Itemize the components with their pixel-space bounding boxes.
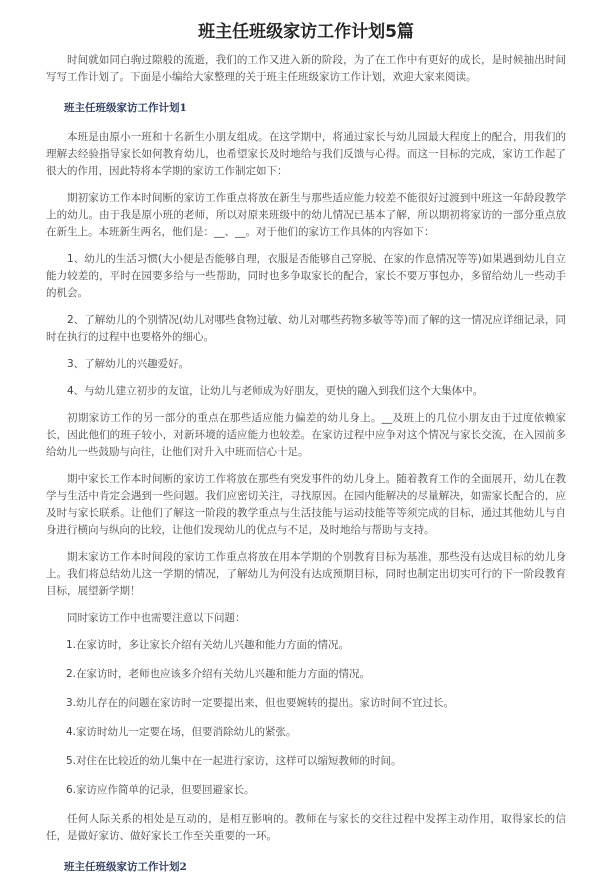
list-item: 1.在家访时，多让家长介绍有关幼儿兴趣和能力方面的情况。 (66, 639, 350, 651)
section-heading-2: 班主任班级家访工作计划2 (64, 861, 187, 873)
paragraph: 初期家访工作的另一部分的重点在那些适应能力偏差的幼儿身上。__及班上的几位小朋友由于过度依赖家长，因此他们的班子较小，对新环境的适应能力也较差。在家访过程中应争对这个情况与家长交流，在入园前多给幼儿一些鼓励与向往，让他们对升入中班而信心十足。 (46, 412, 566, 458)
paragraph: 2、了解幼儿的个别情况(幼儿对哪些食物过敏、幼儿对哪些药物多敏等等)而了解的这一情况应详细记录，同时在执行的过程中也要格外的细心。 (46, 314, 566, 343)
section-heading-1: 班主任班级家访工作计划1 (64, 102, 187, 114)
list-item: 6.家访应作简单的记录，但要回避家长。 (66, 784, 255, 796)
paragraph: 本班是由原小一班和十名新生小朋友组成。在这学期中，将通过家长与幼儿园最大程度上的配合，用我们的理解去经验指导家长如何教育幼儿，也希望家长及时地给与我们反馈与心得。而这一目标的完成，家访工作起了很大的作用，因此特将本学期的家访工作制定如下： (46, 131, 566, 177)
paragraph: 4、与幼儿建立初步的友谊，让幼儿与老师成为好朋友，更快的融入到我们这个大集体中。 (67, 385, 484, 397)
list-item: 2.在家访时，老师也应该多介绍有关幼儿兴趣和能力方面的情况。 (66, 668, 371, 680)
document-title: 班主任班级家访工作计划5篇 (198, 22, 414, 42)
paragraph: 1、幼儿的生活习惯(大小便是否能够自理，衣服是否能够自己穿脱、在家的作息情况等等)如果遇到幼儿自立能力较差的，平时在园要多给与一些帮助，同时也多争取家长的配合，家长不要万事包办，多留给幼儿一些动手的机会。 (46, 253, 566, 299)
closing-paragraph: 任何人际关系的相处是互动的，是相互影响的。教师在与家长的交往过程中发挥主动作用，取得家长的信任，是做好家访、做好家长工作至关重要的一环。 (46, 813, 566, 842)
paragraph: 同时家访工作中也需要注意以下问题： (67, 612, 246, 624)
paragraph: 期中家长工作本时间断的家访工作将放在那些有突发事件的幼儿身上。随着教育工作的全面展开，幼儿在教学与生活中肯定会遇到一些问题。我们应密切关注，寻找原因。在园内能解决的尽量解决，如需家长配合的，应及时与家长联系。让他们了解这一阶段的教学重点与生活技能与运动技能等等须完成的目标，通过其他幼儿与自身进行横向与纵向的比较，让他们发现幼儿的优点与不足，及时地给与帮助与支持。 (46, 473, 566, 536)
paragraph: 期初家访工作本时间断的家访工作重点将放在新生与那些适应能力较差不能很好过渡到中班这一年龄段教学上的幼儿。由于我是原小班的老师，所以对原来班级中的幼儿情况已基本了解，所以期初将家访的一部分重点放在新生上。本班新生两名，他们是：__、__。对于他们的家访工作具体的内容如下： (46, 192, 566, 238)
list-item: 4.家访时幼儿一定要在场，但要消除幼儿的紧张。 (66, 726, 297, 738)
paragraph: 期末家访工作本时间段的家访工作重点将放在用本学期的个别教育目标为基准，那些没有达成目标的幼儿身上。我们将总结幼儿这一学期的情况，了解幼儿为何没有达成预期目标，同时也制定出切实可行的下一阶段教育目标，展望新学期！ (46, 551, 566, 597)
list-item: 5.对住在比较近的幼儿集中在一起进行家访，这样可以缩短教师的时间。 (66, 755, 402, 767)
list-item: 3.幼儿存在的问题在家访时一定要提出来，但也要婉转的提出。家访时间不宜过长。 (66, 697, 455, 709)
paragraph: 3、了解幼儿的兴趣爱好。 (67, 358, 190, 370)
intro-paragraph: 时间就如同白驹过隙般的流逝，我们的工作又进入新的阶段，为了在工作中有更好的成长，是时候抽出时间写写工作计划了。下面是小编给大家整理的关于班主任班级家访工作计划，欢迎大家来阅读。 (46, 54, 566, 83)
